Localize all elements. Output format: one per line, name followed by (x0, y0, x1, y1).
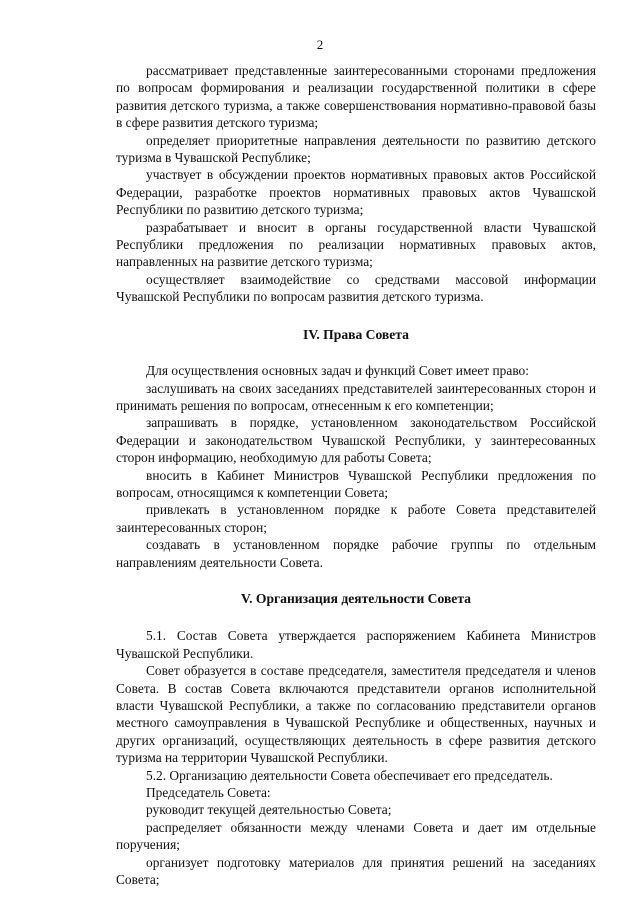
paragraph: организует подготовку материалов для принятия решений на заседаниях Совета; (116, 854, 596, 888)
paragraph: определяет приоритетные направления деятельности по развитию детского туризма в Чувашской Республике; (116, 132, 596, 166)
section-rights (116, 362, 596, 571)
section-heading-rights: IV. Права Совета (303, 326, 409, 342)
paragraph: 5.1. Состав Совета утверждается распоряжением Кабинета Министров Чувашской Республики. (116, 628, 596, 661)
paragraph: привлекать в установленном порядке к работе Совета представителей заинтересованных сторон; (116, 502, 596, 535)
paragraph: создавать в установленном порядке рабочие группы по отдельным направлениям деятельности Совета. (116, 537, 596, 570)
section-heading-organization: V. Организация деятельности Совета (241, 590, 471, 606)
section-organization (116, 627, 596, 888)
section-top (116, 62, 596, 306)
paragraph: заслушивать на своих заседаниях представителей заинтересованных сторон и принимать решения по вопросам, отнесенным к его компетенции; (116, 380, 596, 413)
paragraph: вносить в Кабинет Министров Чувашской Республики предложения по вопросам, относящимся к компетенции Совета; (116, 467, 596, 500)
paragraph: Председатель Совета: (146, 785, 271, 801)
paragraph: осуществляет взаимодействие со средствами массовой информации Чувашской Республики по вопросам развития детского туризма. (116, 271, 596, 305)
document-body (116, 62, 596, 888)
paragraph: рассматривает представленные заинтересованными сторонами предложения по вопросам формирования и реализации государственной политики в сфере развития детского туризма, а также совершенствования нормативно-правовой базы в сфере развития детского туризма; (116, 63, 596, 131)
paragraph: разрабатывает и вносит в органы государственной власти Чувашской Республики предложения по реализации нормативных правовых актов, направленных на развитие детского туризма; (116, 219, 596, 270)
paragraph: руководит текущей деятельностью Совета; (146, 802, 392, 818)
paragraph: распределяет обязанности между членами Совета и дает им отдельные поручения; (116, 819, 596, 853)
paragraph: 5.2. Организацию деятельности Совета обеспечивает его председатель. (146, 767, 553, 783)
paragraph: запрашивать в порядке, установленном законодательством Российской Федерации и законодательством Чувашской Республики, у заинтересованных сторон информацию, необходимую для работы Совета; (116, 415, 596, 466)
paragraph: Совет образуется в составе председателя, заместителя председателя и членов Совета. В состав Совета включаются представители органов исполнительной власти Чувашской Республики, а также по согласованию представители органов местного самоуправления в Чувашской Республике и общественных, научных и других организаций, осуществляющих деятельность в сфере развития детского туризма на территории Чувашской Республики. (116, 663, 596, 766)
page-number: 2 (316, 37, 324, 52)
paragraph: участвует в обсуждении проектов нормативных правовых актов Российской Федерации, разработке проектов нормативных правовых актов Чувашской Республики по развитию детского туризма; (116, 167, 596, 218)
paragraph: Для осуществления основных задач и функций Совет имеет право: (146, 363, 529, 379)
